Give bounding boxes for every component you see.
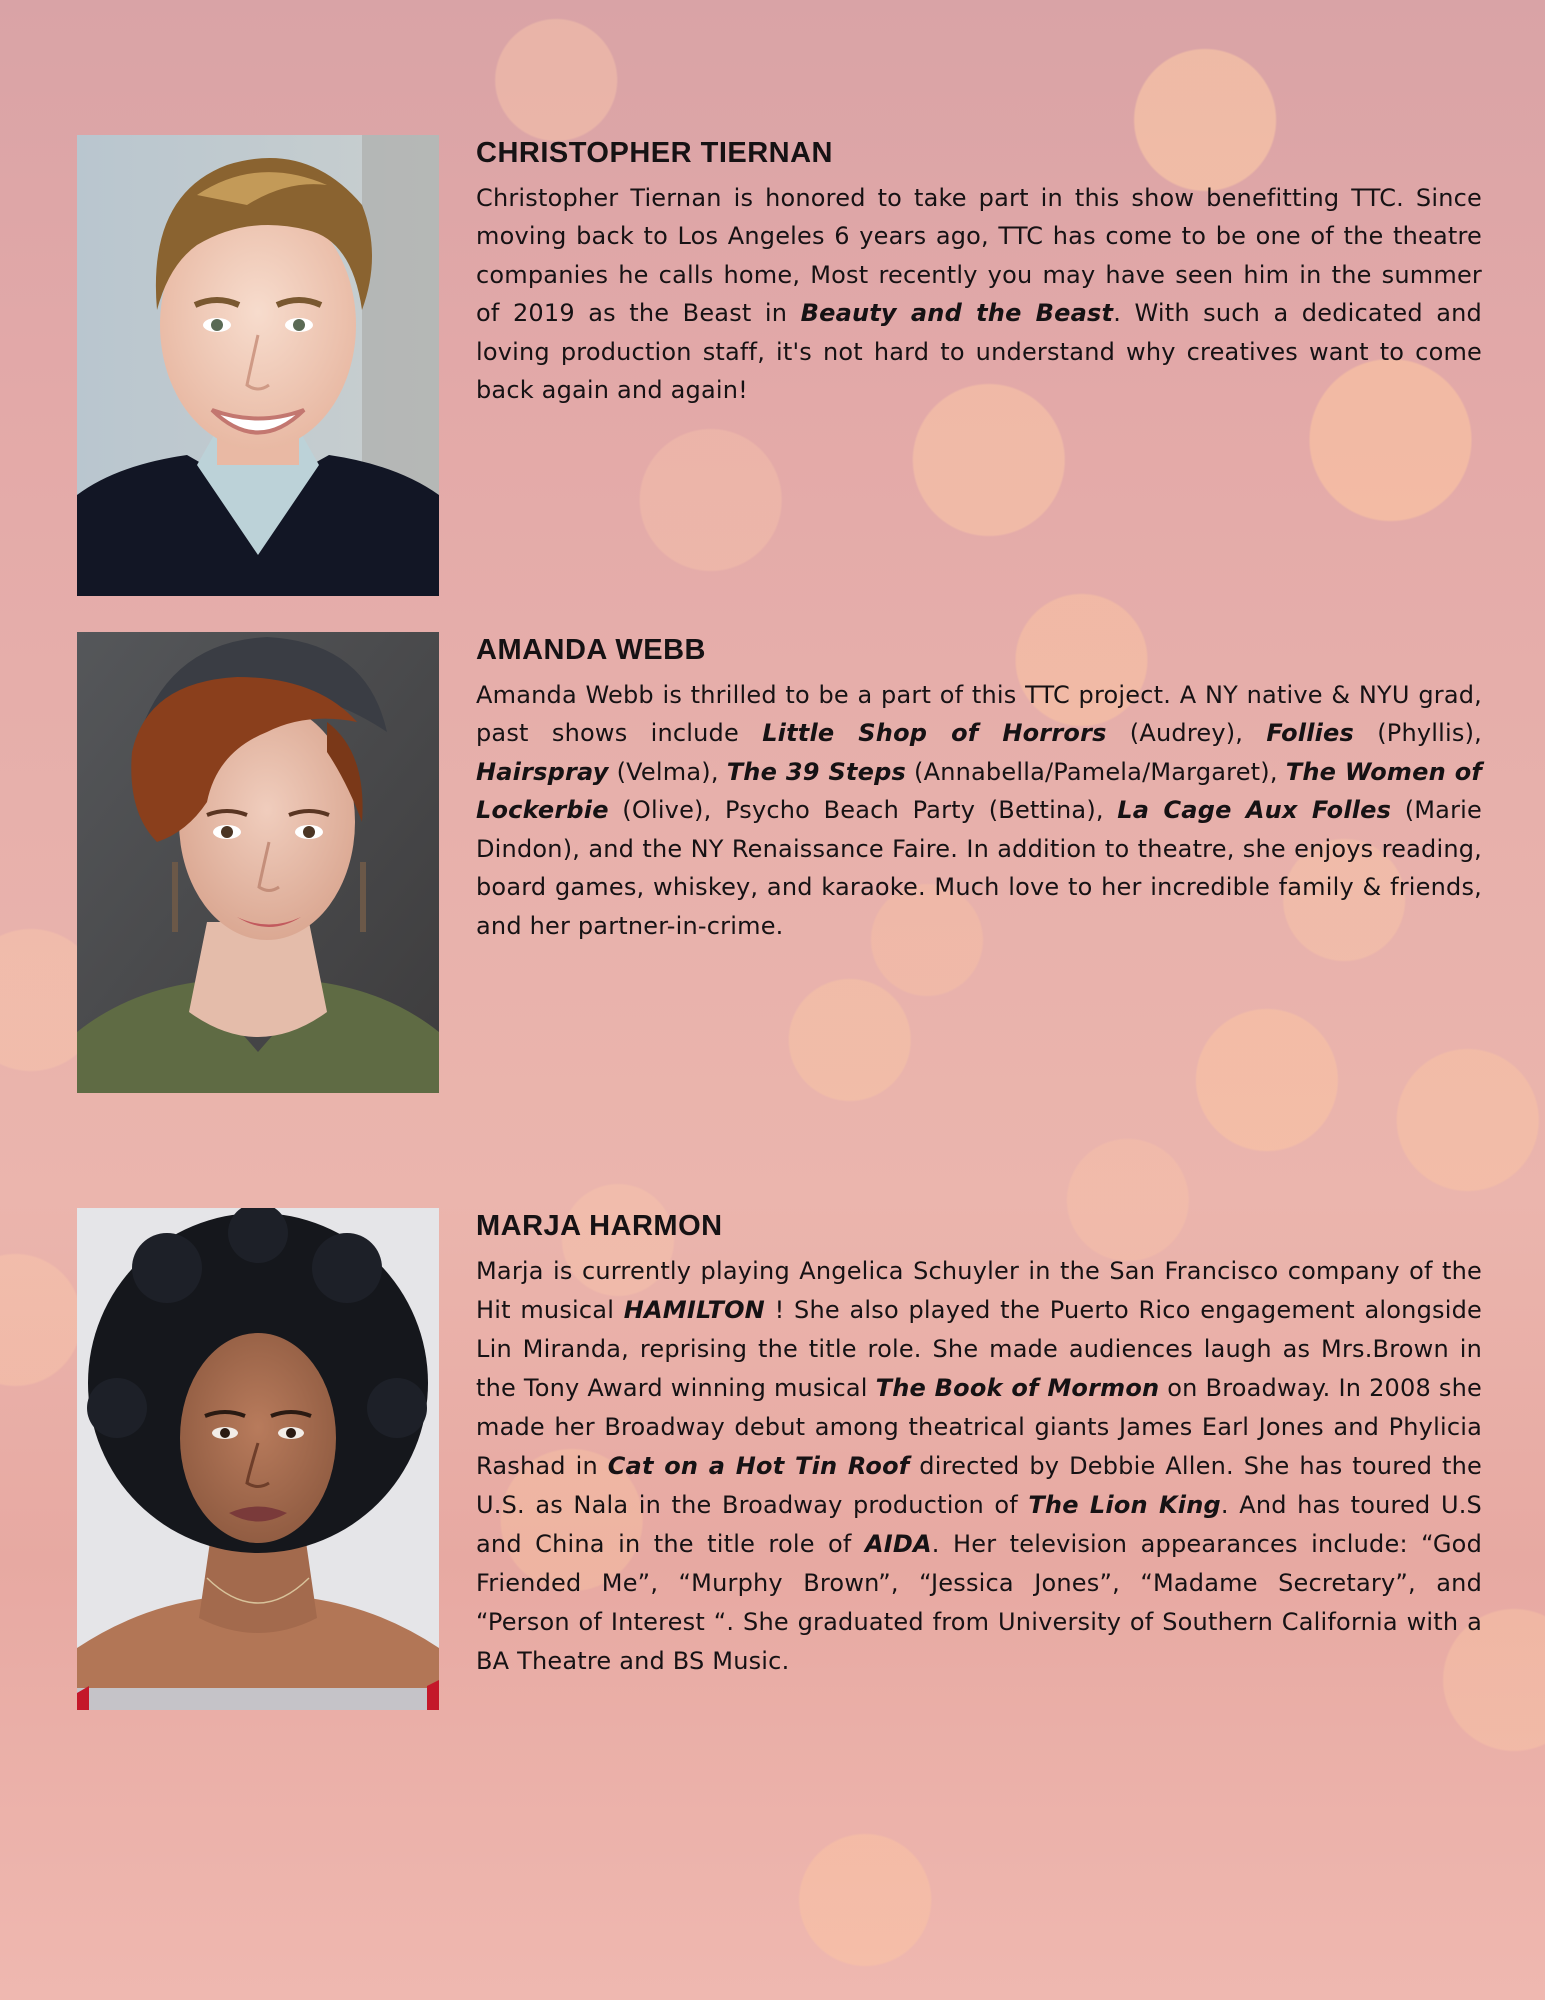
performer-name: AMANDA WEBB bbox=[476, 634, 706, 666]
show-title: The Lion King bbox=[1028, 1490, 1221, 1519]
show-title: Follies bbox=[1266, 719, 1355, 748]
bio-text bbox=[476, 632, 1482, 945]
bio-text-segment: Marja is currently playing Angelica Schuyler in the San Francisco company of the Hit musical bbox=[476, 1256, 1482, 1324]
bio-text-segment: directed by Debbie Allen. She has toured the U.S. as Nala in the Broadway production of bbox=[476, 1451, 1482, 1519]
show-title: La Cage Aux Folles bbox=[1117, 796, 1392, 825]
performer-name: MARJA HARMON bbox=[476, 1210, 723, 1242]
bio-text-segment: (Audrey), bbox=[1106, 719, 1267, 748]
bio-text bbox=[476, 1208, 1482, 1681]
headshot-photo bbox=[77, 632, 439, 1093]
bio-text-segment: Christopher Tiernan is honored to take part in this show benefitting TTC. Since moving back to Los Angeles 6 years ago, TTC has come to be one of the theatre companies he calls home, Most recently you may have seen him in the summer of 2019 as the Beast in bbox=[476, 183, 1482, 328]
show-title: Little Shop of Horrors bbox=[762, 719, 1107, 748]
bio-paragraph bbox=[476, 179, 1482, 410]
bio-text-segment: (Velma), bbox=[608, 757, 727, 786]
bio-text-segment: (Phyllis), bbox=[1354, 719, 1482, 748]
bio-text-segment: . And has toured U.S and China in the title role of bbox=[476, 1490, 1482, 1558]
show-title: Beauty and the Beast bbox=[800, 299, 1114, 328]
headshot-photo bbox=[77, 135, 439, 596]
bio-text-segment: . Her television appearances include: “God Friended Me”, “Murphy Brown”, “Jessica Jones”, “Madame Secretary”, and “Person of Interest “. She graduated from University of Southern California with a BA Theatre and BS Music. bbox=[476, 1529, 1483, 1675]
headshot-woman-red-hair-icon bbox=[77, 632, 439, 1093]
performer-name: CHRISTOPHER TIERNAN bbox=[476, 137, 833, 169]
show-title: The 39 Steps bbox=[726, 757, 906, 786]
bio-text-segment: (Marie Dindon), and the NY Renaissance Faire. In addition to theatre, she enjoys reading, board games, whiskey, and karaoke. Much love to her incredible family & friends, and her partner-in-crime. bbox=[476, 796, 1482, 940]
show-title: Hairspray bbox=[476, 757, 609, 786]
bio-text-segment: (Olive), Psycho Beach Party (Bettina), bbox=[608, 796, 1118, 825]
show-title: HAMILTON bbox=[623, 1295, 765, 1324]
show-title: AIDA bbox=[864, 1529, 932, 1558]
bio-text-segment: (Annabella/Pamela/Margaret), bbox=[905, 757, 1286, 786]
bio-text-segment: . With such a dedicated and loving production staff, it's not hard to understand why creatives want to come back again and again! bbox=[476, 299, 1482, 405]
show-title: The Women of Lockerbie bbox=[476, 757, 1483, 825]
bio-paragraph bbox=[476, 676, 1482, 946]
bio-text bbox=[476, 135, 1482, 410]
bio-text-segment: on Broadway. In 2008 she made her Broadway debut among theatrical giants James Earl Jones and Phylicia Rashad in bbox=[476, 1373, 1482, 1480]
bio-text-segment: ! She also played the Puerto Rico engagement alongside Lin Miranda, reprising the title role. She made audiences laugh as Mrs.Brown in the Tony Award winning musical bbox=[476, 1295, 1482, 1402]
show-title: Cat on a Hot Tin Roof bbox=[607, 1451, 910, 1480]
bio-text-segment: Amanda Webb is thrilled to be a part of this TTC project. A NY native & NYU grad, past shows include bbox=[476, 680, 1482, 748]
headshot-photo bbox=[77, 1208, 439, 1710]
headshot-woman-curly-hair-icon bbox=[77, 1208, 439, 1710]
show-title: The Book of Mormon bbox=[875, 1373, 1160, 1402]
headshot-man-smiling-icon bbox=[77, 135, 439, 596]
bio-paragraph bbox=[476, 1252, 1482, 1681]
